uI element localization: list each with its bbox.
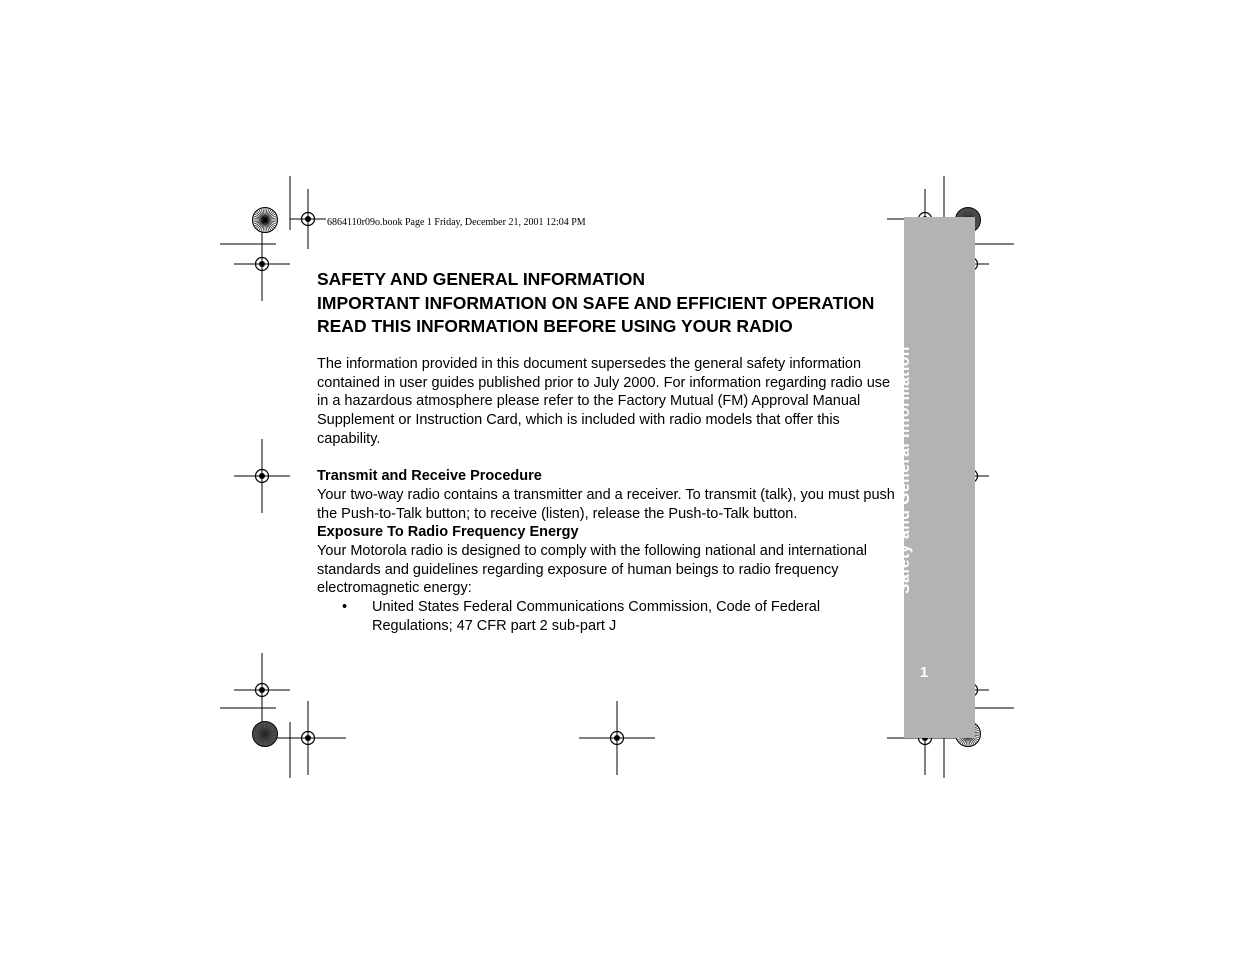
registration-mark-dot: [259, 473, 265, 479]
slug-line: 6864110r09o.book Page 1 Friday, December 21, 2001 12:04 PM: [327, 217, 586, 228]
side-tab-label: Safety and General Information: [896, 346, 913, 594]
subtitle-line-2: READ THIS INFORMATION BEFORE USING YOUR RADIO: [317, 315, 793, 336]
registration-mark-dot: [614, 735, 620, 741]
list-item-text: United States Federal Communications Commission, Code of Federal Regulations; 47 CFR part 2 sub-part J: [372, 599, 821, 634]
registration-mark-dot: [259, 261, 265, 267]
page-number: 1: [919, 664, 929, 681]
subtitle-line-1: IMPORTANT INFORMATION ON SAFE AND EFFICIENT OPERATION: [317, 293, 875, 313]
section-text-rf-exposure: Your Motorola radio is designed to comply with the following national and international standards and guidelines regarding exposure of human beings to radio frequency electromagnetic energy:: [317, 543, 867, 597]
registration-mark-dot: [305, 216, 311, 222]
section-heading-rf-exposure: Exposure To Radio Frequency Energy: [317, 524, 579, 540]
intro-paragraph: The information provided in this document supersedes the general safety information contained in user guides published prior to July 2000. For information regarding radio use in a hazardous atmosphere please refer to the Factory Mutual (FM) Approval Manual Supplement or Instruction Card, which is included with radio models that offer this capability.: [317, 356, 891, 447]
bullet-icon: •: [342, 599, 348, 615]
page-title: SAFETY AND GENERAL INFORMATION: [317, 269, 645, 289]
section-text-transmit: Your two-way radio contains a transmitter and a receiver. To transmit (talk), you must push the Push-to-Talk button; to receive (listen), release the Push-to-Talk button.: [317, 487, 895, 522]
registration-mark-dot: [259, 687, 265, 693]
subtitle: [317, 292, 874, 337]
registration-mark-dot: [305, 735, 311, 741]
section-heading-transmit: Transmit and Receive Procedure: [317, 468, 542, 484]
